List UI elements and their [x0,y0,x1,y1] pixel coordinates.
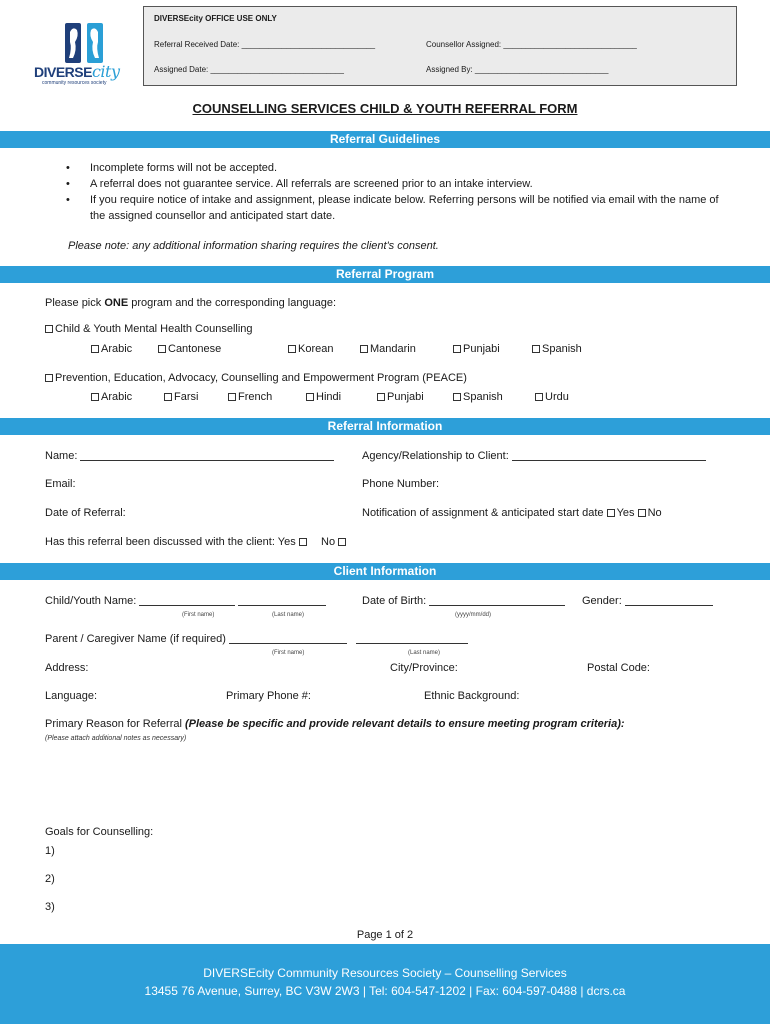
dob-format-sublabel: (yyyy/mm/dd) [455,612,491,618]
checkbox[interactable] [158,345,166,353]
checkbox[interactable] [453,393,461,401]
peace-lang-arabic[interactable]: Arabic [91,391,132,403]
peace-lang-french[interactable]: French [228,391,272,403]
checkbox[interactable] [453,345,461,353]
goal-2-field[interactable]: 2) [45,873,55,885]
section-bar-guidelines: Referral Guidelines [0,131,770,148]
primary-reason-label: Primary Reason for Referral (Please be specific and provide relevant details to ensure meeting program criteria): [45,718,625,730]
checkbox[interactable] [45,325,53,333]
logo-tagline: community resources society [42,80,107,86]
footer-org-line: DIVERSEcity Community Resources Society – Counselling Services [203,966,567,980]
cymh-lang-arabic[interactable]: Arabic [91,343,132,355]
logo [28,18,138,90]
cymh-lang-spanish[interactable]: Spanish [532,343,582,355]
section-bar-client: Client Information [0,563,770,580]
referral-date-field[interactable]: Date of Referral: [45,507,126,519]
checkbox[interactable] [91,393,99,401]
postal-code-field[interactable]: Postal Code: [587,662,650,674]
peace-lang-farsi[interactable]: Farsi [164,391,198,403]
goals-label: Goals for Counselling: [45,826,154,838]
language-field[interactable]: Language: [45,690,97,702]
parent-first-name-sublabel: (First name) [272,650,305,656]
guideline-item: • If you require notice of intake and assignment, please indicate below. Referring persons will be notified via email with the name of the assigned counsellor and anticipated start date. [66,194,719,222]
referrer-email-field[interactable]: Email: [45,478,76,490]
primary-phone-field[interactable]: Primary Phone #: [226,690,311,702]
peace-lang-spanish[interactable]: Spanish [453,391,503,403]
guideline-item: • Incomplete forms will not be accepted. [66,162,278,174]
logo-heads-icon [64,20,106,64]
peace-lang-punjabi[interactable]: Punjabi [377,391,424,403]
child-first-name-line[interactable] [139,595,235,606]
goal-3-field[interactable]: 3) [45,901,55,913]
notification-no-checkbox[interactable] [638,509,646,517]
office-title: DIVERSEcity OFFICE USE ONLY [154,14,277,23]
notification-question: Notification of assignment & anticipated start date Yes No [362,507,662,519]
cymh-lang-korean[interactable]: Korean [288,343,333,355]
ethnic-background-field[interactable]: Ethnic Background: [424,690,520,702]
attach-notes-hint: (Please attach additional notes as necessary) [45,735,187,742]
checkbox[interactable] [228,393,236,401]
parent-last-name-line[interactable] [356,633,468,644]
checkbox[interactable] [535,393,543,401]
cymh-lang-punjabi[interactable]: Punjabi [453,343,500,355]
logo-word-diverse: DIVERSE [34,64,92,80]
peace-lang-urdu[interactable]: Urdu [535,391,569,403]
checkbox[interactable] [306,393,314,401]
checkbox[interactable] [45,374,53,382]
discussed-question: Has this referral been discussed with the client: Yes No [45,536,348,548]
referrer-phone-field[interactable]: Phone Number: [362,478,440,490]
last-name-sublabel: (Last name) [272,612,305,618]
city-province-field[interactable]: City/Province: [390,662,458,674]
peace-lang-hindi[interactable]: Hindi [306,391,341,403]
checkbox[interactable] [532,345,540,353]
consent-note: Please note: any additional information sharing requires the client's consent. [68,240,439,252]
primary-reason-textarea[interactable] [45,748,725,818]
goal-1-field[interactable]: 1) [45,845,55,857]
footer [0,944,770,1024]
office-use-box [143,6,737,86]
section-bar-program: Referral Program [0,266,770,283]
program-option-peace[interactable]: Prevention, Education, Advocacy, Counselling and Empowerment Program (PEACE) [45,372,467,384]
agency-relationship-field[interactable]: Agency/Relationship to Client: [362,450,706,462]
guidelines-list [66,160,730,224]
form-title: COUNSELLING SERVICES CHILD & YOUTH REFERRAL FORM [192,101,578,116]
referral-received-date-field[interactable]: Referral Received Date: ______________________________ [154,40,376,49]
checkbox[interactable] [360,345,368,353]
checkbox[interactable] [377,393,385,401]
program-instruction: Please pick ONE program and the corresponding language: [45,297,337,309]
date-of-birth-field[interactable]: Date of Birth: [362,595,565,607]
discussed-yes-checkbox[interactable] [299,538,307,546]
cymh-lang-mandarin[interactable]: Mandarin [360,343,416,355]
checkbox[interactable] [91,345,99,353]
child-last-name-line[interactable] [238,595,326,606]
guideline-item: • A referral does not guarantee service. All referrals are screened prior to an intake interview. [66,178,533,190]
notification-yes-checkbox[interactable] [607,509,615,517]
dob-input-line[interactable] [429,595,565,606]
footer-contact-line: 13455 76 Avenue, Surrey, BC V3W 2W3 | Tel: 604-547-1202 | Fax: 604-597-0488 | dcrs.ca [144,984,626,998]
child-name-field[interactable]: Child/Youth Name: [45,595,326,607]
name-input-line[interactable] [80,450,334,461]
program-option-cymh[interactable]: Child & Youth Mental Health Counselling [45,323,253,335]
counsellor-assigned-field[interactable]: Counsellor Assigned: ______________________________ [426,40,637,49]
address-field[interactable]: Address: [45,662,89,674]
logo-word-city: city [91,62,120,81]
checkbox[interactable] [288,345,296,353]
discussed-no-checkbox[interactable] [338,538,346,546]
first-name-sublabel: (First name) [182,612,215,618]
assigned-date-field[interactable]: Assigned Date: ______________________________ [154,65,344,74]
section-bar-information: Referral Information [0,418,770,435]
gender-field[interactable]: Gender: [582,595,713,607]
parent-first-name-line[interactable] [229,633,347,644]
page-number: Page 1 of 2 [356,929,414,941]
checkbox[interactable] [164,393,172,401]
gender-input-line[interactable] [625,595,713,606]
referrer-name-field[interactable]: Name: [45,450,334,462]
assigned-by-field[interactable]: Assigned By: ______________________________ [426,65,609,74]
agency-input-line[interactable] [512,450,706,461]
cymh-lang-cantonese[interactable]: Cantonese [158,343,221,355]
parent-last-name-sublabel: (Last name) [408,650,441,656]
parent-name-field[interactable]: Parent / Caregiver Name (if required) [45,633,468,645]
